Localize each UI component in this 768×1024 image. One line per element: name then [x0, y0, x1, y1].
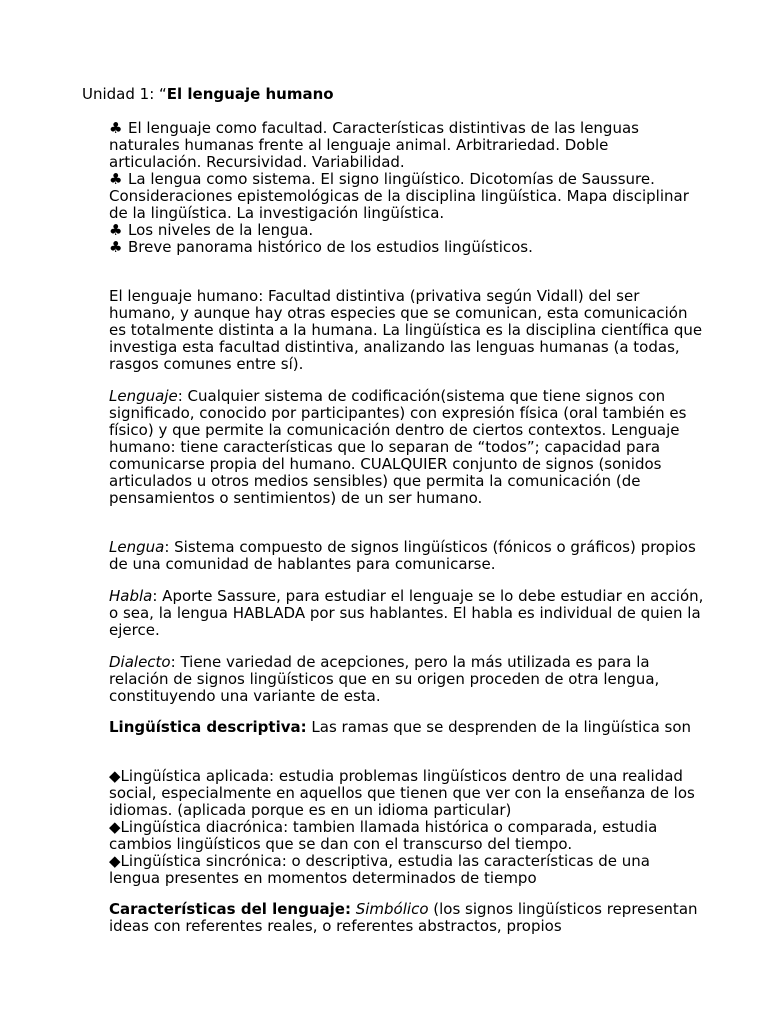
club-bullet-icon: ♣: [109, 170, 123, 188]
diamond-bullet-icon: ◆: [109, 852, 121, 870]
diamond-bullet-icon: ◆: [109, 767, 121, 785]
unit-title: [82, 86, 334, 103]
topic-item: [101, 171, 701, 222]
definition-dialecto: [101, 654, 709, 705]
definition-text: : Sistema compuesto de signos lingüísticos (fónicos o gráficos) propios de una comunidad de hablantes para comunicarse.: [109, 538, 696, 573]
branch-text: Lingüística sincrónica: o descriptiva, estudia las características de una lengua presentes en momentos determinados de tiempo: [109, 852, 650, 887]
branch-item: [101, 819, 701, 853]
definition-term: Habla: [109, 587, 153, 605]
section-term: Características del lenguaje:: [109, 900, 351, 918]
definition-habla: [101, 588, 709, 639]
section-text: Las ramas que se desprenden de la lingüística son: [306, 718, 692, 736]
diamond-bullet-icon: ◆: [109, 818, 121, 836]
section-term: Lingüística descriptiva:: [109, 718, 307, 736]
branch-text: Lingüística diacrónica: tambien llamada histórica o comparada, estudia cambios lingüísticos que se dan con el transcurso del tiempo.: [109, 818, 658, 853]
section-text: (los signos lingüísticos representan ideas con referentes reales, o referentes abstractos, propios: [109, 900, 698, 935]
branch-item: [101, 768, 701, 819]
section-italic: Simbólico: [355, 900, 429, 918]
definition-text: : Aporte Sassure, para estudiar el lenguaje se lo debe estudiar en acción, o sea, la lengua HABLADA por sus hablantes. El habla es individual de quien la ejerce.: [109, 587, 704, 639]
branches-list: [101, 768, 701, 887]
topic-text: El lenguaje como facultad. Características distintivas de las lenguas naturales humanas frente al lenguaje animal. Arbitrariedad. Doble articulación. Recursividad. Variabilidad.: [109, 119, 639, 171]
definition-lenguaje: [101, 388, 709, 507]
unit-title-prefix: Unidad 1: “: [82, 85, 167, 103]
topic-item: [101, 239, 701, 256]
topic-item: [101, 222, 701, 239]
definition-text: : Tiene variedad de acepciones, pero la más utilizada es para la relación de signos lingüísticos que en su origen proceden de otra lengua, constituyendo una variante de esta.: [109, 653, 660, 705]
topic-text: La lengua como sistema. El signo lingüístico. Dicotomías de Saussure. Consideraciones epistemológicas de la disciplina lingüística. Mapa disciplinar de la lingüística. La investigación lingüística.: [109, 170, 689, 222]
unit-title-bold: El lenguaje humano: [166, 85, 334, 103]
linguistica-descriptiva: [101, 719, 709, 736]
topics-list: [101, 120, 701, 256]
definition-text: : Cualquier sistema de codificación(sistema que tiene signos con significado, conocido por participantes) con expresión física (oral también es físico) y que permite la comunicación dentro de ciertos contextos. Lenguaje humano: tiene características que lo separan de “todos”; capacidad para comunicarse propia del humano. CUALQUIER conjunto de signos (sonidos articulados u otros medios sensibles) que permita la comunicación (de pensamientos o sentimientos) de un ser humano.: [109, 387, 687, 507]
topic-item: [101, 120, 701, 171]
topic-text: Los niveles de la lengua.: [128, 221, 314, 239]
definition-term: Lenguaje: [109, 387, 178, 405]
caracteristicas-del-lenguaje: [101, 901, 709, 935]
definition-term: Lengua: [109, 538, 165, 556]
definition-lengua: [101, 539, 709, 573]
intro-paragraph: El lenguaje humano: Facultad distintiva (privativa según Vidall) del ser humano, y aunque hay otras especies que se comunican, esta comunicación es totalmente distinta a la humana. La lingüística es la disciplina científica que investiga esta facultad distintiva, analizando las lenguas humanas (a todas, rasgos comunes entre sí).: [109, 287, 703, 373]
club-bullet-icon: ♣: [109, 221, 123, 239]
branch-text: Lingüística aplicada: estudia problemas lingüísticos dentro de una realidad social, especialmente en aquellos que tienen que ver con la enseñanza de los idiomas. (aplicada porque es en un idioma particular): [109, 767, 695, 819]
definition-term: Dialecto: [109, 653, 171, 671]
club-bullet-icon: ♣: [109, 119, 123, 137]
topic-text: Breve panorama histórico de los estudios lingüísticos.: [128, 238, 533, 256]
branch-item: [101, 853, 701, 887]
club-bullet-icon: ♣: [109, 238, 123, 256]
